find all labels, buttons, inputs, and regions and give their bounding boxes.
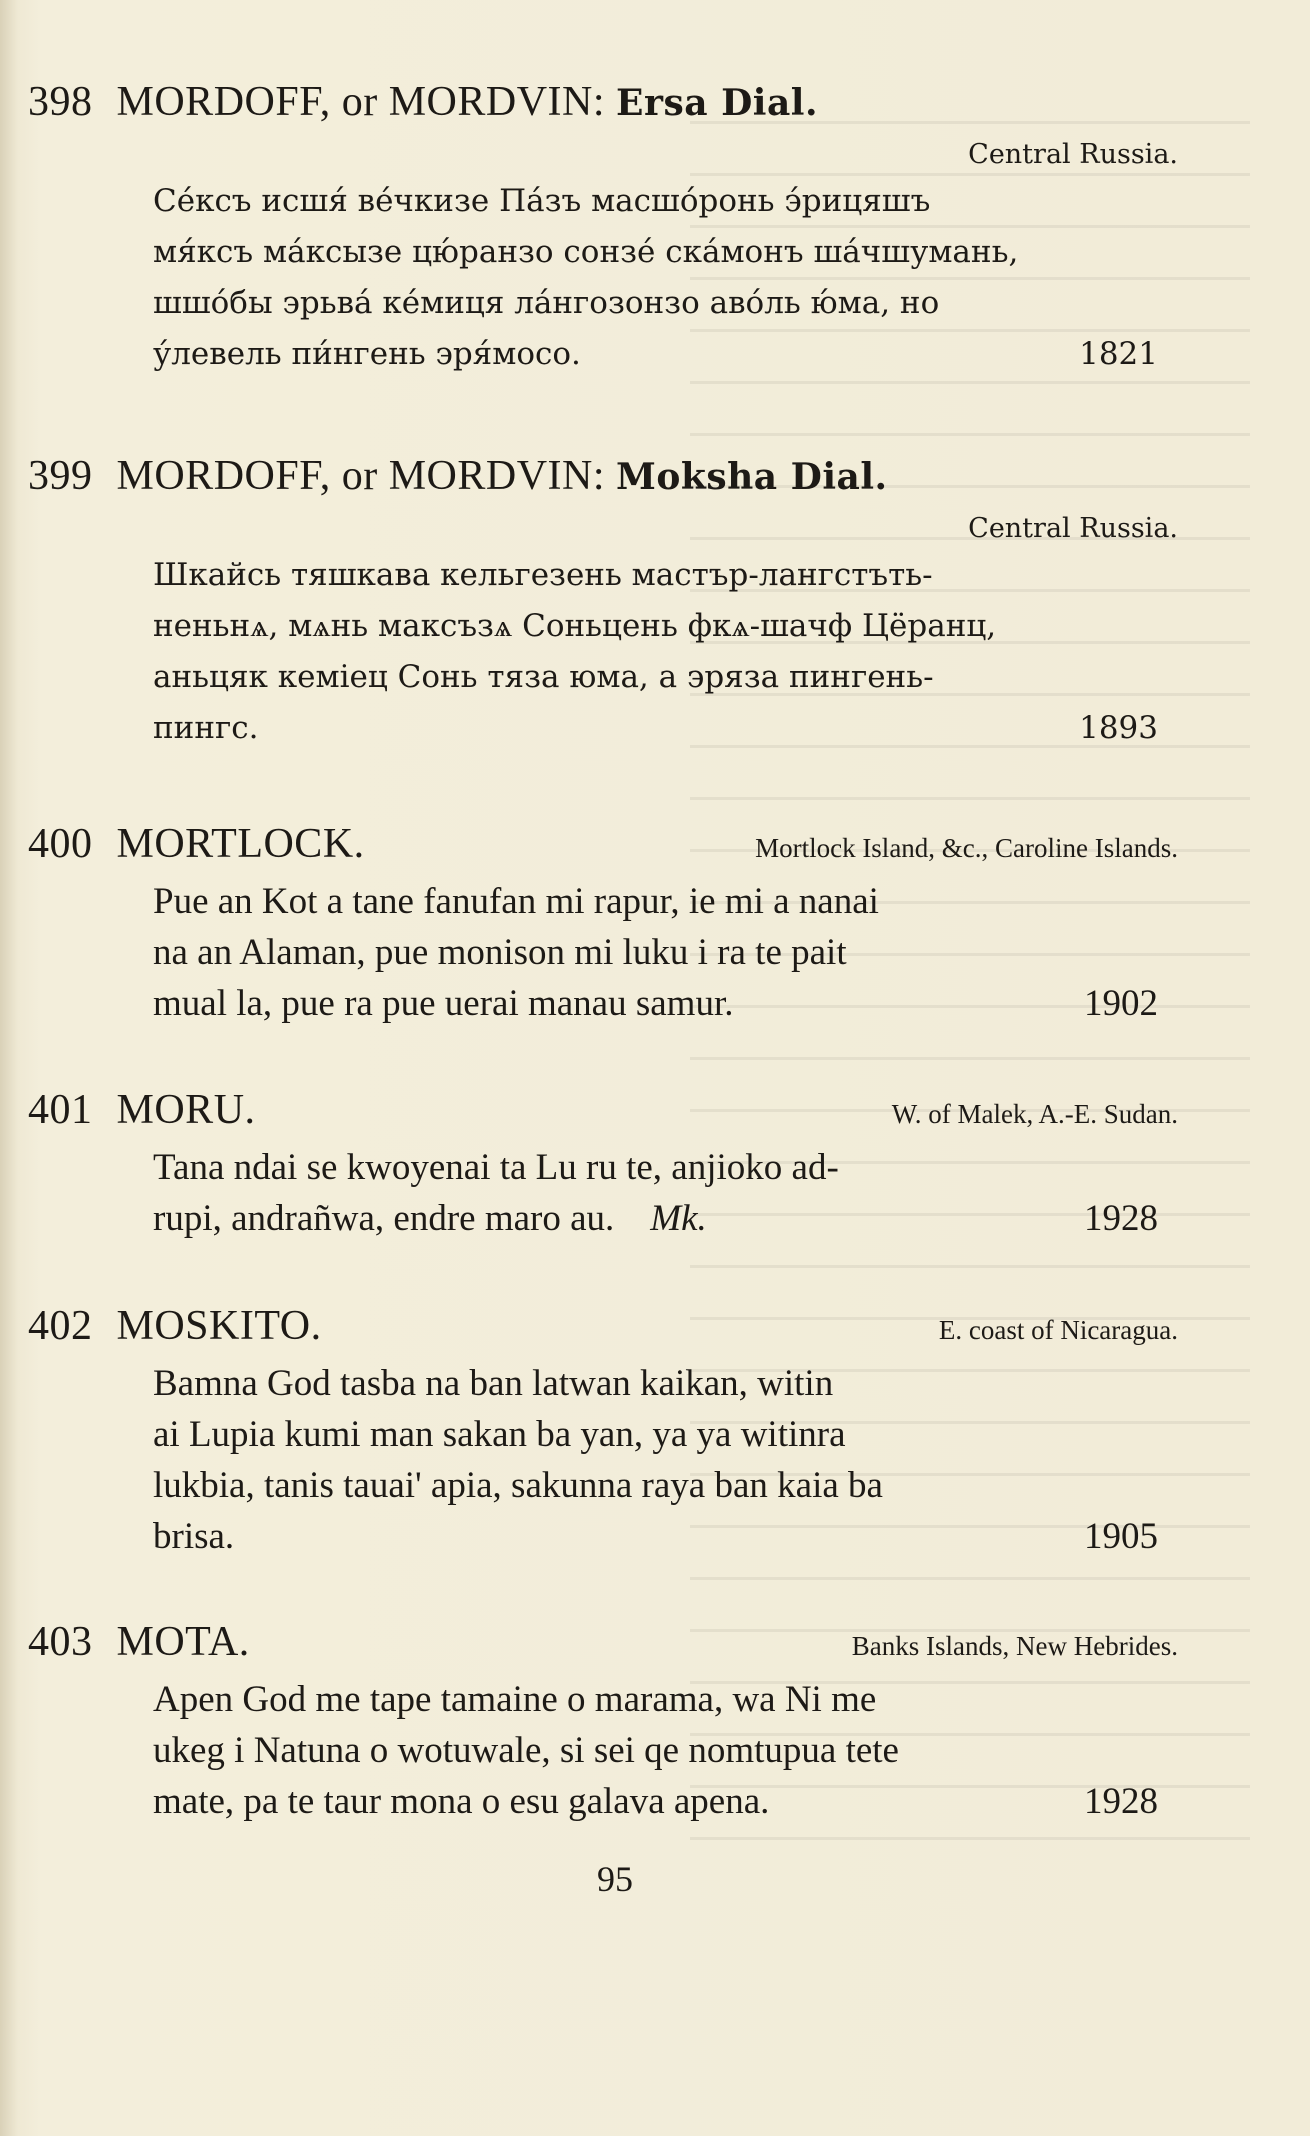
entry-heading xyxy=(28,1086,1178,1142)
page-number: 95 xyxy=(597,1859,633,1899)
text-line: na an Alaman, pue monison mi luku i ra te pait xyxy=(153,932,847,973)
entry-text xyxy=(153,1674,1158,1827)
entry-heading xyxy=(28,1618,1178,1674)
text-line: у́левель пи́нгень эря́мосо. xyxy=(153,336,581,372)
year: 1893 xyxy=(1079,710,1158,746)
entry-398 xyxy=(28,78,1178,380)
language-name: MORU. xyxy=(116,1087,256,1133)
entry-number: 402 xyxy=(28,1303,93,1349)
text-line: Сéксъ исшя́ вéчкизе Пáзъ масшóронь э́рицяшъ xyxy=(153,183,931,219)
text-line: Шкайсь тяшкава кельгезень мастър-лангстъть- xyxy=(153,557,933,593)
year: 1928 xyxy=(1084,1198,1158,1239)
text-line: rupi, andrañwa, endre maro au. xyxy=(153,1198,615,1239)
entry-text xyxy=(153,1142,1158,1244)
year: 1902 xyxy=(1084,983,1158,1024)
entry-heading xyxy=(28,452,1178,508)
language-name: MORTLOCK. xyxy=(116,821,365,867)
text-line: шшóбы эрьвá кéмиця лáнгозонзо авóль ю́ма, но xyxy=(153,285,940,321)
text-line: Apen God me tape tamaine o marama, wa Ni me xyxy=(153,1679,877,1720)
entry-402 xyxy=(28,1302,1178,1562)
text-line: lukbia, tanis tauai' apia, sakunna raya ban kaia ba xyxy=(153,1465,883,1506)
text-line: мя́ксъ мáксызе цю́ранзо сонзé скáмонъ шáчшумань, xyxy=(153,234,1019,270)
text-line-last xyxy=(153,329,1158,380)
text-line: Bamna God tasba na ban latwan kaikan, witin xyxy=(153,1363,834,1404)
entry-401 xyxy=(28,1086,1178,1244)
text-line: неньнѧ, мѧнь максъзѧ Соньцень фкѧ-шачф Цёранц, xyxy=(153,608,997,644)
entry-heading xyxy=(28,78,1178,134)
entry-text xyxy=(153,876,1158,1029)
dialect-name: Ersa Dial. xyxy=(616,82,818,124)
text-line: аньцяк кемiец Сонь тяза юма, а эряза пингень- xyxy=(153,659,934,695)
entry-text xyxy=(153,176,1158,380)
location: Banks Islands, New Hebrides. xyxy=(851,1631,1178,1661)
entry-399 xyxy=(28,452,1178,754)
text-line: Pue an Kot a tane fanufan mi rapur, ie mi a nanai xyxy=(153,881,879,922)
location: E. coast of Nicaragua. xyxy=(938,1315,1178,1345)
text-line-last xyxy=(153,703,1158,754)
entry-text xyxy=(153,1358,1158,1562)
entry-number: 399 xyxy=(28,453,93,499)
entry-number: 403 xyxy=(28,1619,93,1665)
year: 1928 xyxy=(1084,1781,1158,1822)
text-line-last xyxy=(153,1193,1158,1244)
entry-403 xyxy=(28,1618,1178,1827)
text-line-last xyxy=(153,978,1158,1029)
text-line: ukeg i Natuna o wotuwale, si sei qe nomtupua tete xyxy=(153,1730,899,1771)
text-line: mate, pa te taur mona o esu galava apena. xyxy=(153,1781,770,1822)
text-line-last xyxy=(153,1511,1158,1562)
entry-text xyxy=(153,550,1158,754)
language-name: MOTA. xyxy=(116,1619,250,1665)
entry-heading xyxy=(28,1302,1178,1358)
language-name xyxy=(117,452,888,501)
text-line: пингс. xyxy=(153,710,259,746)
language-name-text: MORDOFF, or MORDVIN: xyxy=(116,453,606,499)
language-name xyxy=(117,78,819,127)
location: W. of Malek, A.-E. Sudan. xyxy=(891,1099,1178,1129)
entry-number: 400 xyxy=(28,821,93,867)
year: 1905 xyxy=(1084,1516,1158,1557)
text-line: mual la, pue ra pue uerai manau samur. xyxy=(153,983,734,1024)
text-line: ai Lupia kumi man sakan ba yan, ya ya witinra xyxy=(153,1414,846,1455)
text-line: brisa. xyxy=(153,1516,235,1557)
location: Central Russia. xyxy=(968,513,1178,544)
entry-400 xyxy=(28,820,1178,1029)
language-name-text: MORDOFF, or MORDVIN: xyxy=(116,79,606,125)
text-line-last xyxy=(153,1776,1158,1827)
language-name: MOSKITO. xyxy=(116,1303,322,1349)
entry-heading xyxy=(28,820,1178,876)
entry-number: 401 xyxy=(28,1087,93,1133)
dialect-name: Moksha Dial. xyxy=(616,456,888,498)
location: Mortlock Island, &c., Caroline Islands. xyxy=(755,833,1178,863)
text-line: Tana ndai se kwoyenai ta Lu ru te, anjioko ad- xyxy=(153,1147,839,1188)
entry-number: 398 xyxy=(28,79,93,125)
location: Central Russia. xyxy=(968,139,1178,170)
source-abbrev: Mk. xyxy=(650,1198,707,1239)
year: 1821 xyxy=(1079,336,1158,372)
